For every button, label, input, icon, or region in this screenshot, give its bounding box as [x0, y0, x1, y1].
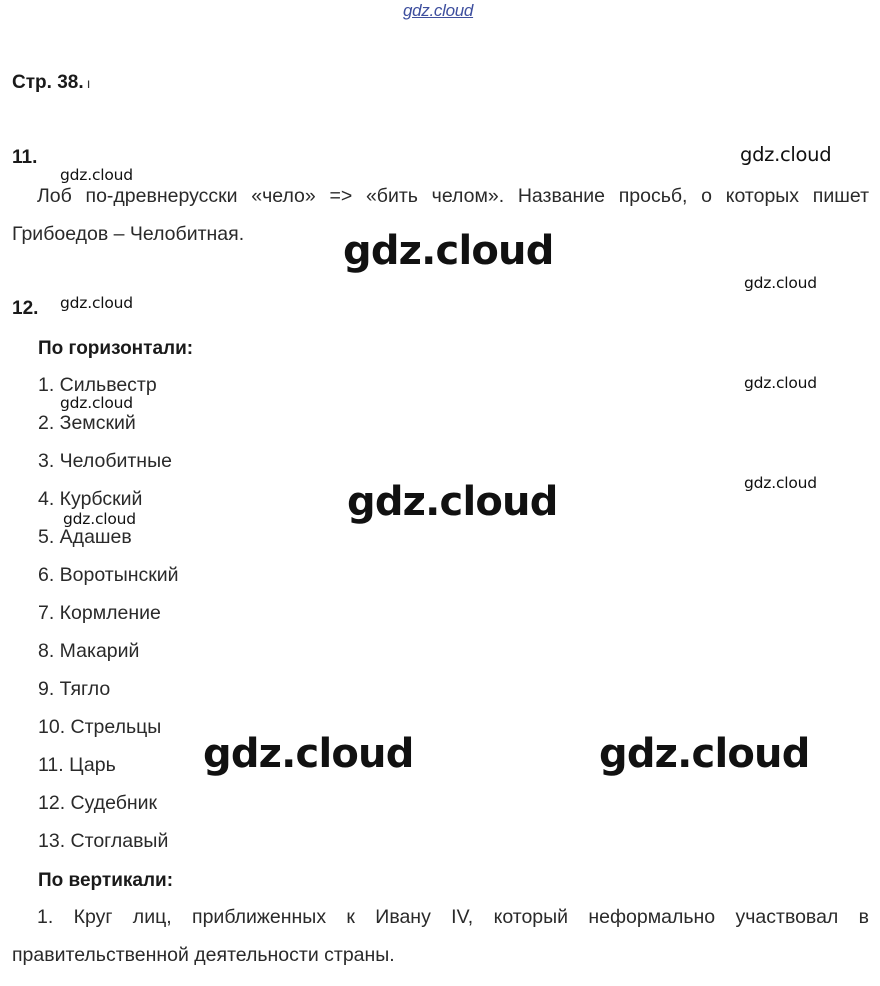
- vertical-heading: По вертикали:: [38, 870, 174, 891]
- list-item: 4. Курбский: [38, 488, 143, 510]
- watermark: gdz.cloud: [60, 166, 133, 184]
- horizontal-heading: По горизонтали:: [38, 338, 194, 359]
- list-item: 8. Макарий: [38, 640, 140, 662]
- list-item: 2. Земский: [38, 412, 136, 434]
- watermark: gdz.cloud: [60, 394, 133, 412]
- vertical-item-1-content: 1. Круг лиц, приближенных к Ивану IV, который неформально участвовал в правительственной деятельности страны.: [12, 906, 869, 966]
- list-item: 12. Судебник: [38, 792, 158, 814]
- task-11-number: 11.: [12, 147, 38, 168]
- task-12-number: 12.: [12, 298, 39, 319]
- list-item: 6. Воротынский: [38, 564, 179, 586]
- watermark: gdz.cloud: [203, 731, 414, 777]
- list-item: 10. Стрельцы: [38, 716, 162, 738]
- watermark: gdz.cloud: [744, 374, 817, 392]
- list-item: 1. Сильвестр: [38, 374, 157, 396]
- header-watermark-link[interactable]: gdz.cloud: [403, 1, 474, 20]
- list-item: 9. Тягло: [38, 678, 111, 700]
- list-item: 5. Адашев: [38, 526, 132, 548]
- watermark: gdz.cloud: [343, 228, 554, 274]
- list-item: 13. Стоглавый: [38, 830, 169, 852]
- watermark: gdz.cloud: [60, 294, 133, 312]
- list-item: 3. Челобитные: [38, 450, 172, 472]
- vertical-item-1: [12, 898, 869, 974]
- watermark: gdz.cloud: [744, 474, 817, 492]
- watermark: gdz.cloud: [740, 143, 832, 166]
- watermark: gdz.cloud: [63, 510, 136, 528]
- watermark: gdz.cloud: [744, 274, 817, 292]
- page-title-mark: ı: [86, 75, 91, 91]
- task-11-text-content: Лоб по-древнерусски «чело» => «бить челом». Название просьб, о которых пишет Грибоедов – Челобитная.: [12, 185, 869, 245]
- page-title-text: Стр. 38.: [12, 72, 84, 93]
- list-item: 7. Кормление: [38, 602, 161, 624]
- watermark: gdz.cloud: [599, 731, 810, 777]
- watermark: gdz.cloud: [347, 479, 558, 525]
- list-item: 11. Царь: [38, 754, 116, 776]
- page-title: [12, 72, 91, 94]
